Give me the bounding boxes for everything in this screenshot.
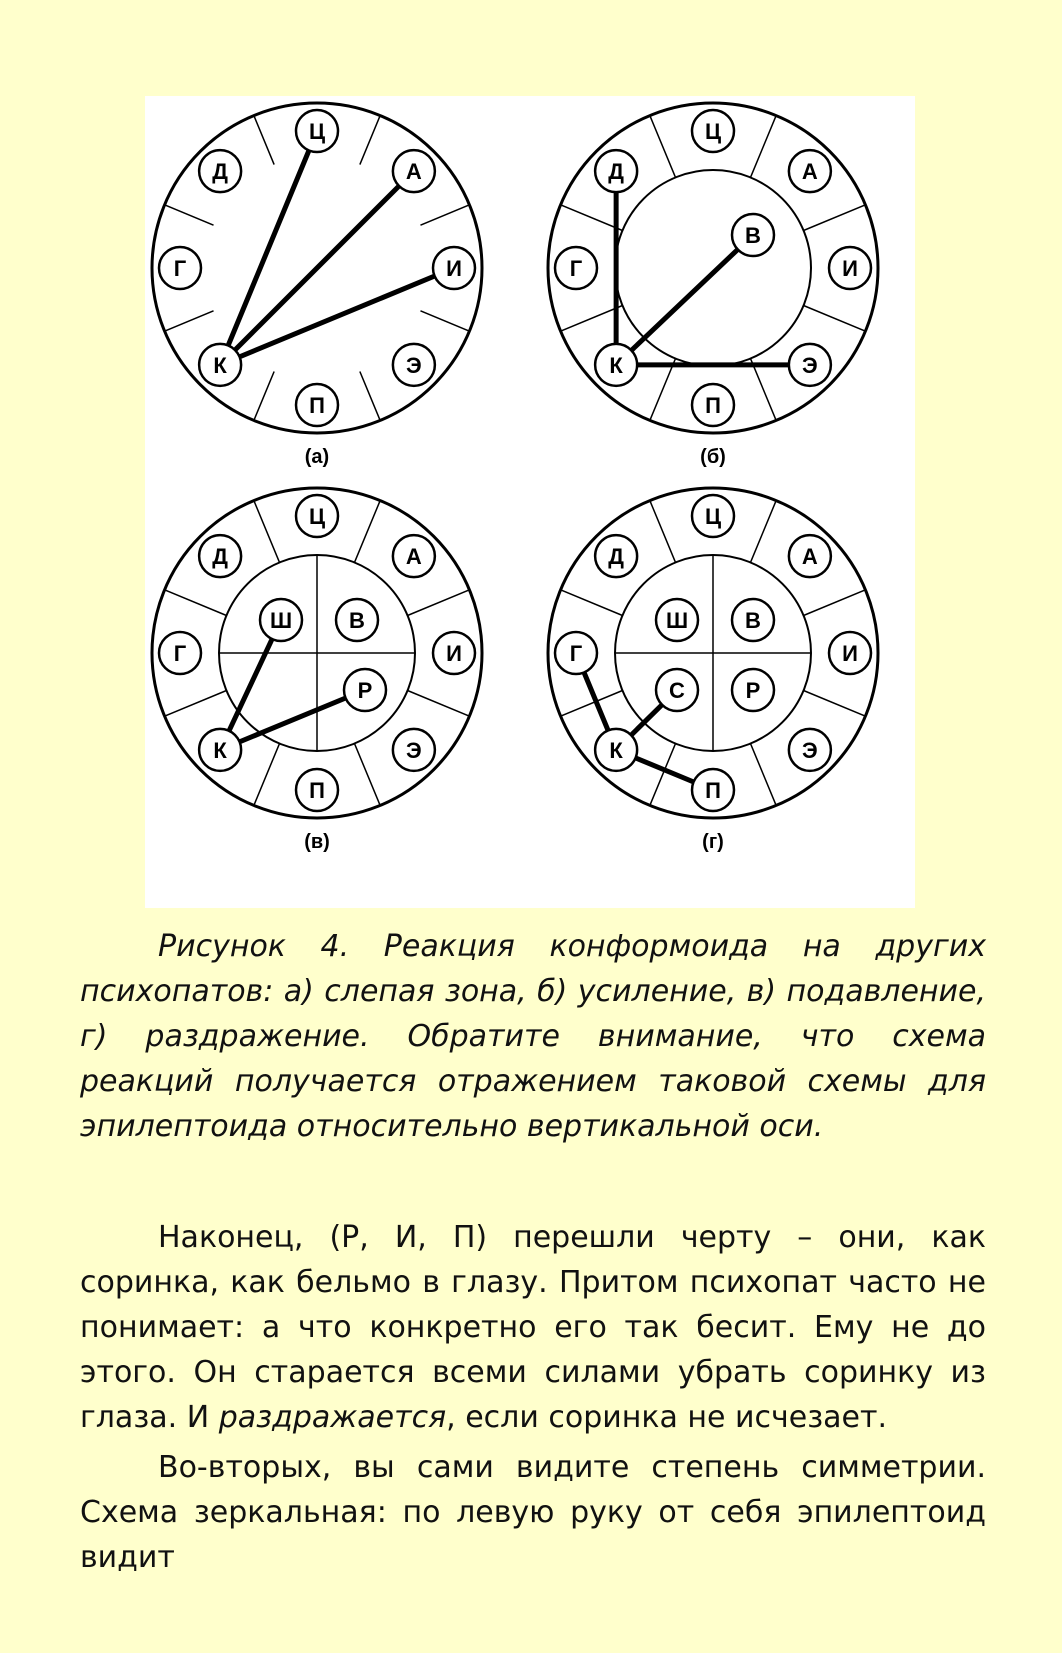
sector-divider [420, 311, 469, 331]
node-label: Г [569, 641, 583, 666]
node-label: К [213, 352, 227, 378]
sector-divider [561, 306, 623, 332]
node-label: Э [802, 737, 818, 763]
node-label: Э [406, 737, 422, 763]
node-label: Ц [308, 504, 326, 529]
node-label: К [213, 737, 227, 763]
node-label: А [405, 544, 422, 570]
node-label: В [349, 608, 365, 633]
sector-divider [408, 691, 470, 717]
sector-divider [165, 590, 227, 616]
node-label: Г [569, 256, 583, 281]
sector-divider [254, 501, 280, 563]
node-label: Ц [704, 504, 722, 529]
node-label: П [309, 393, 325, 418]
node-label: Э [802, 352, 818, 378]
paragraph-1-end: , если соринка не исчезает. [446, 1400, 888, 1435]
node-label: В [745, 608, 761, 633]
node-label: Д [212, 544, 228, 570]
panel-caption: (б) [700, 446, 726, 468]
sector-divider [561, 590, 623, 616]
figure [145, 96, 915, 908]
node-label: П [309, 778, 325, 803]
sector-divider [420, 205, 469, 225]
node-label: И [842, 641, 858, 666]
connection-line [220, 171, 414, 365]
node-label: И [446, 256, 462, 281]
sector-divider [804, 691, 866, 717]
sector-divider [650, 359, 676, 421]
sector-divider [804, 590, 866, 616]
sector-divider [165, 691, 227, 717]
node-label: Р [745, 678, 761, 703]
node-label: Г [173, 256, 187, 281]
node-label: П [705, 778, 721, 803]
paragraph-1-emphasis: раздражается [218, 1400, 447, 1435]
node-label: В [745, 223, 761, 248]
conformoid-reaction-diagrams [145, 96, 915, 908]
sector-divider [355, 744, 381, 806]
sector-divider [254, 744, 280, 806]
node-label: Ц [308, 119, 326, 144]
paragraph-2: Во-вторых, вы сами видите степень симметрии. Схема зеркальная: по левую руку от себя эпилептоид видит [80, 1450, 986, 1575]
figure-caption: Рисунок 4. Реакция конформоида на других психопатов: а) слепая зона, б) усиление, в) подавление, г) раздражение. Обратите внимание, что схема реакций получается отражением таковой схемы для эпилептоида относительно вертикальной оси. [80, 929, 986, 1144]
panel-caption: (г) [702, 831, 724, 853]
paragraph-1 [80, 1215, 986, 1440]
node-label: И [446, 641, 462, 666]
sector-divider [360, 371, 380, 420]
sector-divider [804, 306, 866, 332]
diagram-panel [548, 488, 878, 853]
sector-divider [254, 371, 274, 420]
paragraph-1-text: Наконец, (Р, И, П) перешли черту – они, как соринка, как бельмо в глазу. Притом психопат часто не понимает: а что конкретно его так бесит. Ему не до этого. Он старается всеми силами убрать соринку из глаза. И [80, 1220, 986, 1435]
diagram-panel [548, 103, 878, 468]
panel-caption: (в) [304, 831, 330, 853]
node-label: Р [357, 678, 373, 703]
panel-caption: (а) [304, 446, 330, 468]
node-label: Д [212, 159, 228, 185]
node-label: Ц [704, 119, 722, 144]
node-label: С [669, 678, 685, 703]
sector-divider [355, 501, 381, 563]
sector-divider [561, 205, 623, 231]
sector-divider [165, 311, 214, 331]
node-label: Э [406, 352, 422, 378]
node-label: Д [608, 159, 624, 185]
sector-divider [254, 116, 274, 165]
sector-divider [650, 501, 676, 563]
node-label: А [801, 544, 818, 570]
sector-divider [751, 359, 777, 421]
node-label: Ш [269, 608, 293, 633]
sector-divider [751, 501, 777, 563]
node-label: К [609, 352, 623, 378]
node-label: К [609, 737, 623, 763]
node-label: А [801, 159, 818, 185]
sector-divider [360, 116, 380, 165]
node-label: Д [608, 544, 624, 570]
sector-divider [804, 205, 866, 231]
node-label: А [405, 159, 422, 185]
node-label: П [705, 393, 721, 418]
connection-line [616, 235, 753, 365]
node-label: И [842, 256, 858, 281]
diagram-panel [152, 488, 482, 853]
node-label: Г [173, 641, 187, 666]
sector-divider [408, 590, 470, 616]
sector-divider [165, 205, 214, 225]
diagram-panel [152, 103, 482, 468]
sector-divider [751, 744, 777, 806]
node-label: Ш [665, 608, 689, 633]
sector-divider [650, 116, 676, 178]
sector-divider [751, 116, 777, 178]
